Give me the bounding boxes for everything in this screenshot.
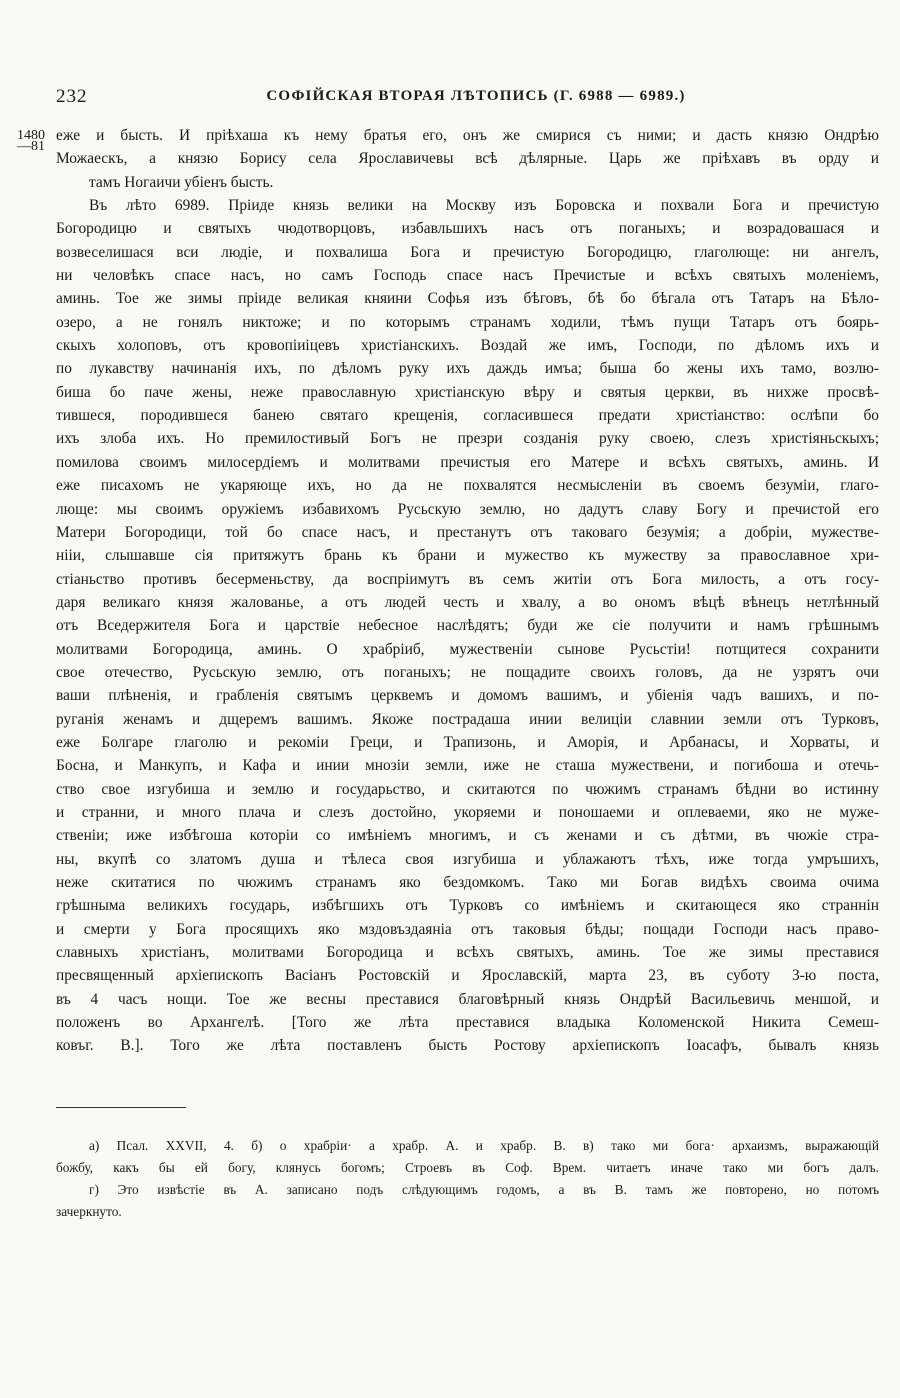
text-line: даря великаго князя жалованье, а отъ людей честь и хвалу, а во ономъ вѣцѣ вѣнецъ нетлѣнный [56,593,879,611]
text-line: Богородицю и святыхъ чюдотворцовъ, избавльшихъ насъ отъ поганыхъ; и возрадовашася и [56,220,879,238]
text-line: свое отечество, Русьскую землю, отъ поганыхъ; не пощадите своихъ головъ, да не узрятъ очи [56,663,879,681]
running-title: СОФІЙСКАЯ ВТОРАЯ ЛѢТОПИСЬ (Г. 6988 — 6989.) [266,88,686,104]
text-line: стіаньство противъ бесерменьству, да воспріимутъ въ семъ житіи отъ Бога милость, а отъ госу- [56,570,879,588]
text-line: аминь. Тое же зимы пріиде великая княини Софья изъ бѣговъ, бѣ бо бѣгала отъ Татаръ на Бѣло- [56,290,879,308]
text-line: ство свое изгубиша и землю и государьство, и скитаются по чюжимъ странамъ бѣдни во истинну [56,780,879,798]
text-line: и странни, и много плача и слезъ достойно, укоряеми и поношаеми и оплеваеми, яко не муже- [56,803,879,821]
text-line: возвеселишася вси людіе, и похвалиша Бога и пречистую Богородицю, глаголюще: ни ангелъ, [56,243,879,261]
text-line: ваши плѣненія, и грабленія святымъ церквемъ и домомъ вашимъ, и убіенія чадъ вашихъ, и по- [56,687,879,705]
text-line: 1480 еже и бысть. И пріѣхаша къ нему братья его, онъ же смирися съ ними; и дасть князю Ондрѣю [56,124,879,147]
text-line: руганія женамъ и дщеремъ вашимъ. Якоже пострадаша инии велиціи славнии земли отъ Турковъ, [56,710,879,728]
text-line: озеро, а не гонялъ никтоже; и по которымъ странамъ ходили, тѣмъ пущи Татаръ отъ боярь- [56,313,879,331]
page-header [56,86,856,112]
text-line: тамъ Ногаичи убіенъ бысть. [89,173,274,191]
text-line: славныхъ христіанъ, молитвами Богородица и всѣхъ святыхъ, аминь. Тое же зимы преставися [56,944,879,962]
text-line: Матери Богородици, той бо спасе насъ, и престанутъ отъ таковаго безумія; а добріи, мужестве- [56,523,879,541]
main-text [17,124,879,1058]
text-line: еже Болгаре глаголю и рекоміи Греци, и Трапизонь, и Аморія, и Арбанасы, и Хорваты, и [56,733,879,751]
text-line: Въ лѣто 6989. Пріиде князь велики на Москву изъ Боровска и похвали Бога и пречистую [89,197,879,215]
text-line: и смерти у Бога просящихъ яко мздовъздаяніа отъ таковыя бѣды; пощади Господи насъ право- [56,920,879,938]
text-line: ственіи; иже избѣгоша которіи со имѣніемъ многимъ, и съ женами и съ дѣтми, въ чюжіе стра- [56,827,879,845]
text-line: ихъ злоба ихъ. Но премилостивый Богъ не презри созданія руку своею, слезъ христіяньскыхъ; [56,430,879,448]
text-line: по лукавству начинанія ихъ, по дѣломъ руку ихъ даждь имъа; быша бо жены ихъ тамо, возлю- [56,360,879,378]
margin-year-top: 1480 [17,128,45,143]
text-line: тившеся, породившеся банею святаго крещенія, согласившеся предати христіанство: ослѣпи бо [56,407,879,425]
footnote-line: а) Псал. XXVII, 4. б) о храбріи· а храбр. А. и храбр. В. в) тако ми бога· архаизмъ, выражающій [89,1138,879,1153]
text-line: неже скитатися по чюжимъ странамъ яко бездомкомъ. Тако ми Богав видѣхъ своима очима [56,874,879,891]
footnote-line: зачеркнуто. [56,1204,122,1219]
text-line: скыхъ холоповъ, отъ кровопіиіцевъ христіанскихъ. Воздай же имъ, Господи, по дѣломъ ихъ и [56,337,879,355]
text-line: пресвященный архіепископъ Васіанъ Ростовскій и Ярославскій, марта 23, въ суботу 3-ю поста, [56,967,879,985]
footnote-line: божбу, какъ бы ей богу, клянусь богомъ; Строевъ въ Соф. Врем. читаетъ иначе тако ми богъ далъ. [56,1160,879,1175]
text-line: въ 4 часъ нощи. Тое же весны преставися благовѣрный князь Ондрѣй Васильевичь меншой, и [56,990,879,1008]
text-line: молитвами Богородица, аминь. О храбріиб, мужественіи сынове Русьстіи! потщитеся сохранити [56,640,879,658]
margin-year-bottom: —81 [17,139,45,155]
text-line: помилова своимъ милосердіемъ и молитвами пречистыя его Матере и всѣхъ святыхъ, аминь. И [56,453,879,471]
page-number: 232 [56,86,88,107]
footnote-divider [56,1107,186,1108]
text-line: отъ Вседержителя Бога и царствіе небесное наслѣдятъ; буди же сіе получити и намъ грѣшнымъ [56,617,879,635]
text-line: биша бо паче жены, неже православную христіанскую вѣру и святыя церкви, въ нихже просвѣ- [56,383,879,401]
text-line: ковъг. В.]. Того же лѣта поставленъ бысть Ростову архіепископъ Іоасафъ, бывалъ князь [56,1037,879,1055]
text-line: ны, вкупѣ со златомъ душа и тѣлеса своя изгубиша и ублажаютъ тѣхъ, иже тогда умръшихъ, [56,850,879,868]
footnote-line: г) Это извѣстіе въ А. записано подъ слѣдующимъ годомъ, а въ В. тамъ же повторено, но потомъ [89,1182,879,1197]
text-line: грѣшныма великихъ государь, избѣгшихъ отъ Турковъ со имѣніемъ и скитающеся яко страннін [56,897,879,915]
text-line: люще: мы своимъ оружіемъ избавихомъ Русьскую землю, но дадутъ славу Богу и пречистой его [56,500,879,518]
footnotes [56,1135,879,1223]
text-line: нііи, слышавше сія притяжутъ брань къ брани и мужество къ мужеству за православное хри- [56,547,879,565]
text-line: ни человѣкъ спасе насъ, но самъ Господь спасе насъ Пречистые и всѣхъ святыхъ моленіемъ, [56,267,879,285]
text-line: положенъ во Архангелѣ. [Того же лѣта преставися владыка Коломенской Никита Семеш- [56,1014,879,1032]
text-line: —81 Можаескъ, а князю Борису села Ярославичевы всѣ дѣлярные. Царь же пріѣхавъ въ орду и [56,147,879,170]
text-line: еже писахомъ не укаряюще ихъ, но да не похвалятся несмысленіи въ своемъ безуміи, глаго- [56,477,879,495]
text-line: Босна, и Манкупъ, и Кафа и инии мнозіи земли, иже не сташа мужествени, и погибоша и отечь- [56,757,879,775]
